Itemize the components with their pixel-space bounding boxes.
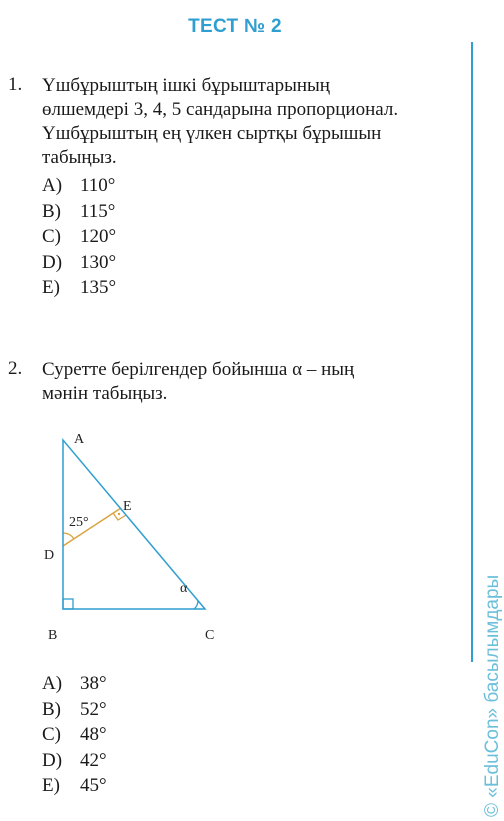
option-value: 120° [80, 226, 117, 247]
side-text-wrap [471, 0, 503, 821]
point-label-d: D [44, 548, 55, 563]
question-2-options [42, 671, 107, 799]
option-letter: C) [42, 724, 61, 745]
option-value: 48° [80, 724, 107, 745]
question-1-number: 1. [8, 74, 23, 95]
option-letter: C) [42, 226, 61, 247]
option-letter: A) [42, 175, 63, 196]
angle-label-25: 25° [69, 515, 89, 530]
question-1-option-d[interactable] [42, 250, 116, 276]
option-letter: D) [42, 251, 63, 273]
question-1-option-e[interactable] [42, 275, 116, 301]
question-2-line: Суретте берілгендер бойынша α – ның [42, 359, 355, 380]
option-letter: B) [42, 200, 61, 222]
point-label-b: B [48, 628, 58, 643]
angle-arc-d [63, 533, 74, 539]
option-letter: D) [42, 749, 63, 771]
option-letter: A) [42, 673, 63, 694]
angle-arc-c [194, 601, 198, 609]
triangle-figure [30, 428, 230, 648]
copyright-text: © «EduCon» басылымдары [482, 574, 503, 817]
option-value: 135° [80, 277, 117, 298]
question-1-line: Үшбұрыштың ең үлкен сыртқы бұрышын [42, 123, 382, 144]
question-2-text [42, 358, 452, 406]
option-value: 110° [80, 175, 116, 196]
option-letter: E) [42, 277, 60, 298]
question-2-option-e[interactable] [42, 773, 107, 799]
question-1-option-a[interactable] [42, 173, 116, 199]
side-strip [471, 0, 503, 821]
question-1-text [42, 74, 452, 170]
question-1-options [42, 173, 116, 301]
option-value: 115° [80, 200, 116, 222]
option-letter: B) [42, 698, 61, 720]
option-value: 42° [80, 749, 107, 771]
question-2-option-c[interactable] [42, 722, 107, 748]
question-2-option-a[interactable] [42, 671, 107, 697]
question-1-line: Үшбұрыштың ішкі бұрыштарының [42, 75, 330, 96]
option-value: 38° [80, 673, 107, 694]
question-2-option-b[interactable] [42, 697, 107, 723]
question-1-line: табыңыз. [42, 147, 117, 168]
option-value: 130° [80, 251, 117, 273]
option-value: 45° [80, 775, 107, 796]
option-letter: E) [42, 775, 60, 796]
right-angle-dot [118, 513, 120, 515]
question-1-line: өлшемдері 3, 4, 5 сандарына пропорционал. [42, 99, 399, 120]
question-1-option-b[interactable] [42, 199, 116, 225]
question-2-option-d[interactable] [42, 748, 107, 774]
test-title: ТЕСТ № 2 [188, 16, 282, 37]
right-angle-marker-b [63, 599, 73, 609]
alpha-label: α [180, 581, 188, 596]
point-label-a: A [74, 432, 85, 447]
question-2-number: 2. [8, 358, 23, 379]
point-label-e: E [123, 499, 132, 514]
point-label-c: C [205, 628, 215, 643]
question-1-option-c[interactable] [42, 224, 116, 250]
option-value: 52° [80, 698, 107, 720]
question-2-line: мәнін табыңыз. [42, 383, 168, 404]
